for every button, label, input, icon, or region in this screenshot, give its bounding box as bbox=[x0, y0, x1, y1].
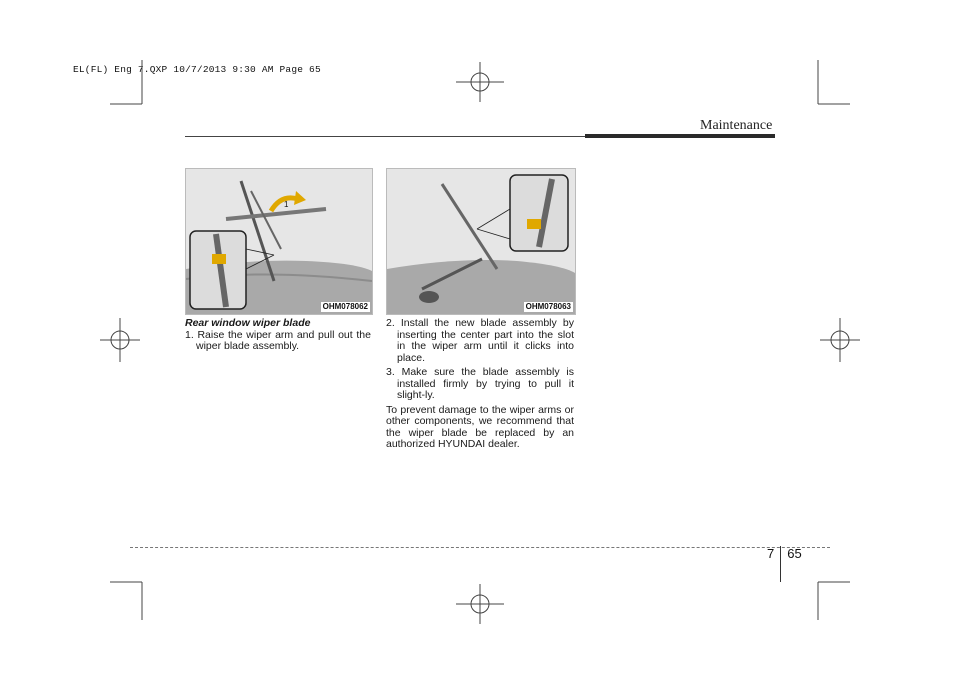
wiper-install-illustration bbox=[387, 169, 575, 314]
procedure-heading: Rear window wiper blade bbox=[185, 317, 311, 329]
figure-code: OHM078062 bbox=[322, 302, 368, 311]
header-rule-accent bbox=[585, 134, 775, 138]
right-column bbox=[386, 318, 574, 451]
dealer-note: To prevent damage to the wiper arms or other components, we recommend that the wiper blade be replaced by an authorized HYUNDAI dealer. bbox=[386, 403, 574, 450]
print-slug: EL(FL) Eng 7.QXP 10/7/2013 9:30 AM Page 65 bbox=[73, 64, 321, 75]
footer-rule bbox=[130, 547, 830, 548]
left-column bbox=[185, 318, 371, 356]
section-title: Maintenance bbox=[700, 118, 773, 133]
figure-code: OHM078063 bbox=[525, 302, 571, 311]
step-3: 3. Make sure the blade assembly is installed firmly by trying to pull it slight-ly. bbox=[386, 366, 574, 401]
page-index: 65 bbox=[787, 546, 802, 561]
page-number bbox=[767, 546, 802, 582]
step-1: 1. Raise the wiper arm and pull out the wiper blade assembly. bbox=[185, 328, 371, 352]
figure-install-blade bbox=[386, 168, 576, 315]
page-number-divider bbox=[780, 546, 781, 582]
figure-callout: 1 bbox=[284, 200, 289, 209]
figure-raise-wiper bbox=[185, 168, 373, 315]
chapter-number: 7 bbox=[767, 546, 775, 561]
wiper-raise-illustration bbox=[186, 169, 372, 314]
step-2: 2. Install the new blade assembly by inserting the center part into the slot in the wiper arm until it clicks into place. bbox=[386, 317, 574, 364]
